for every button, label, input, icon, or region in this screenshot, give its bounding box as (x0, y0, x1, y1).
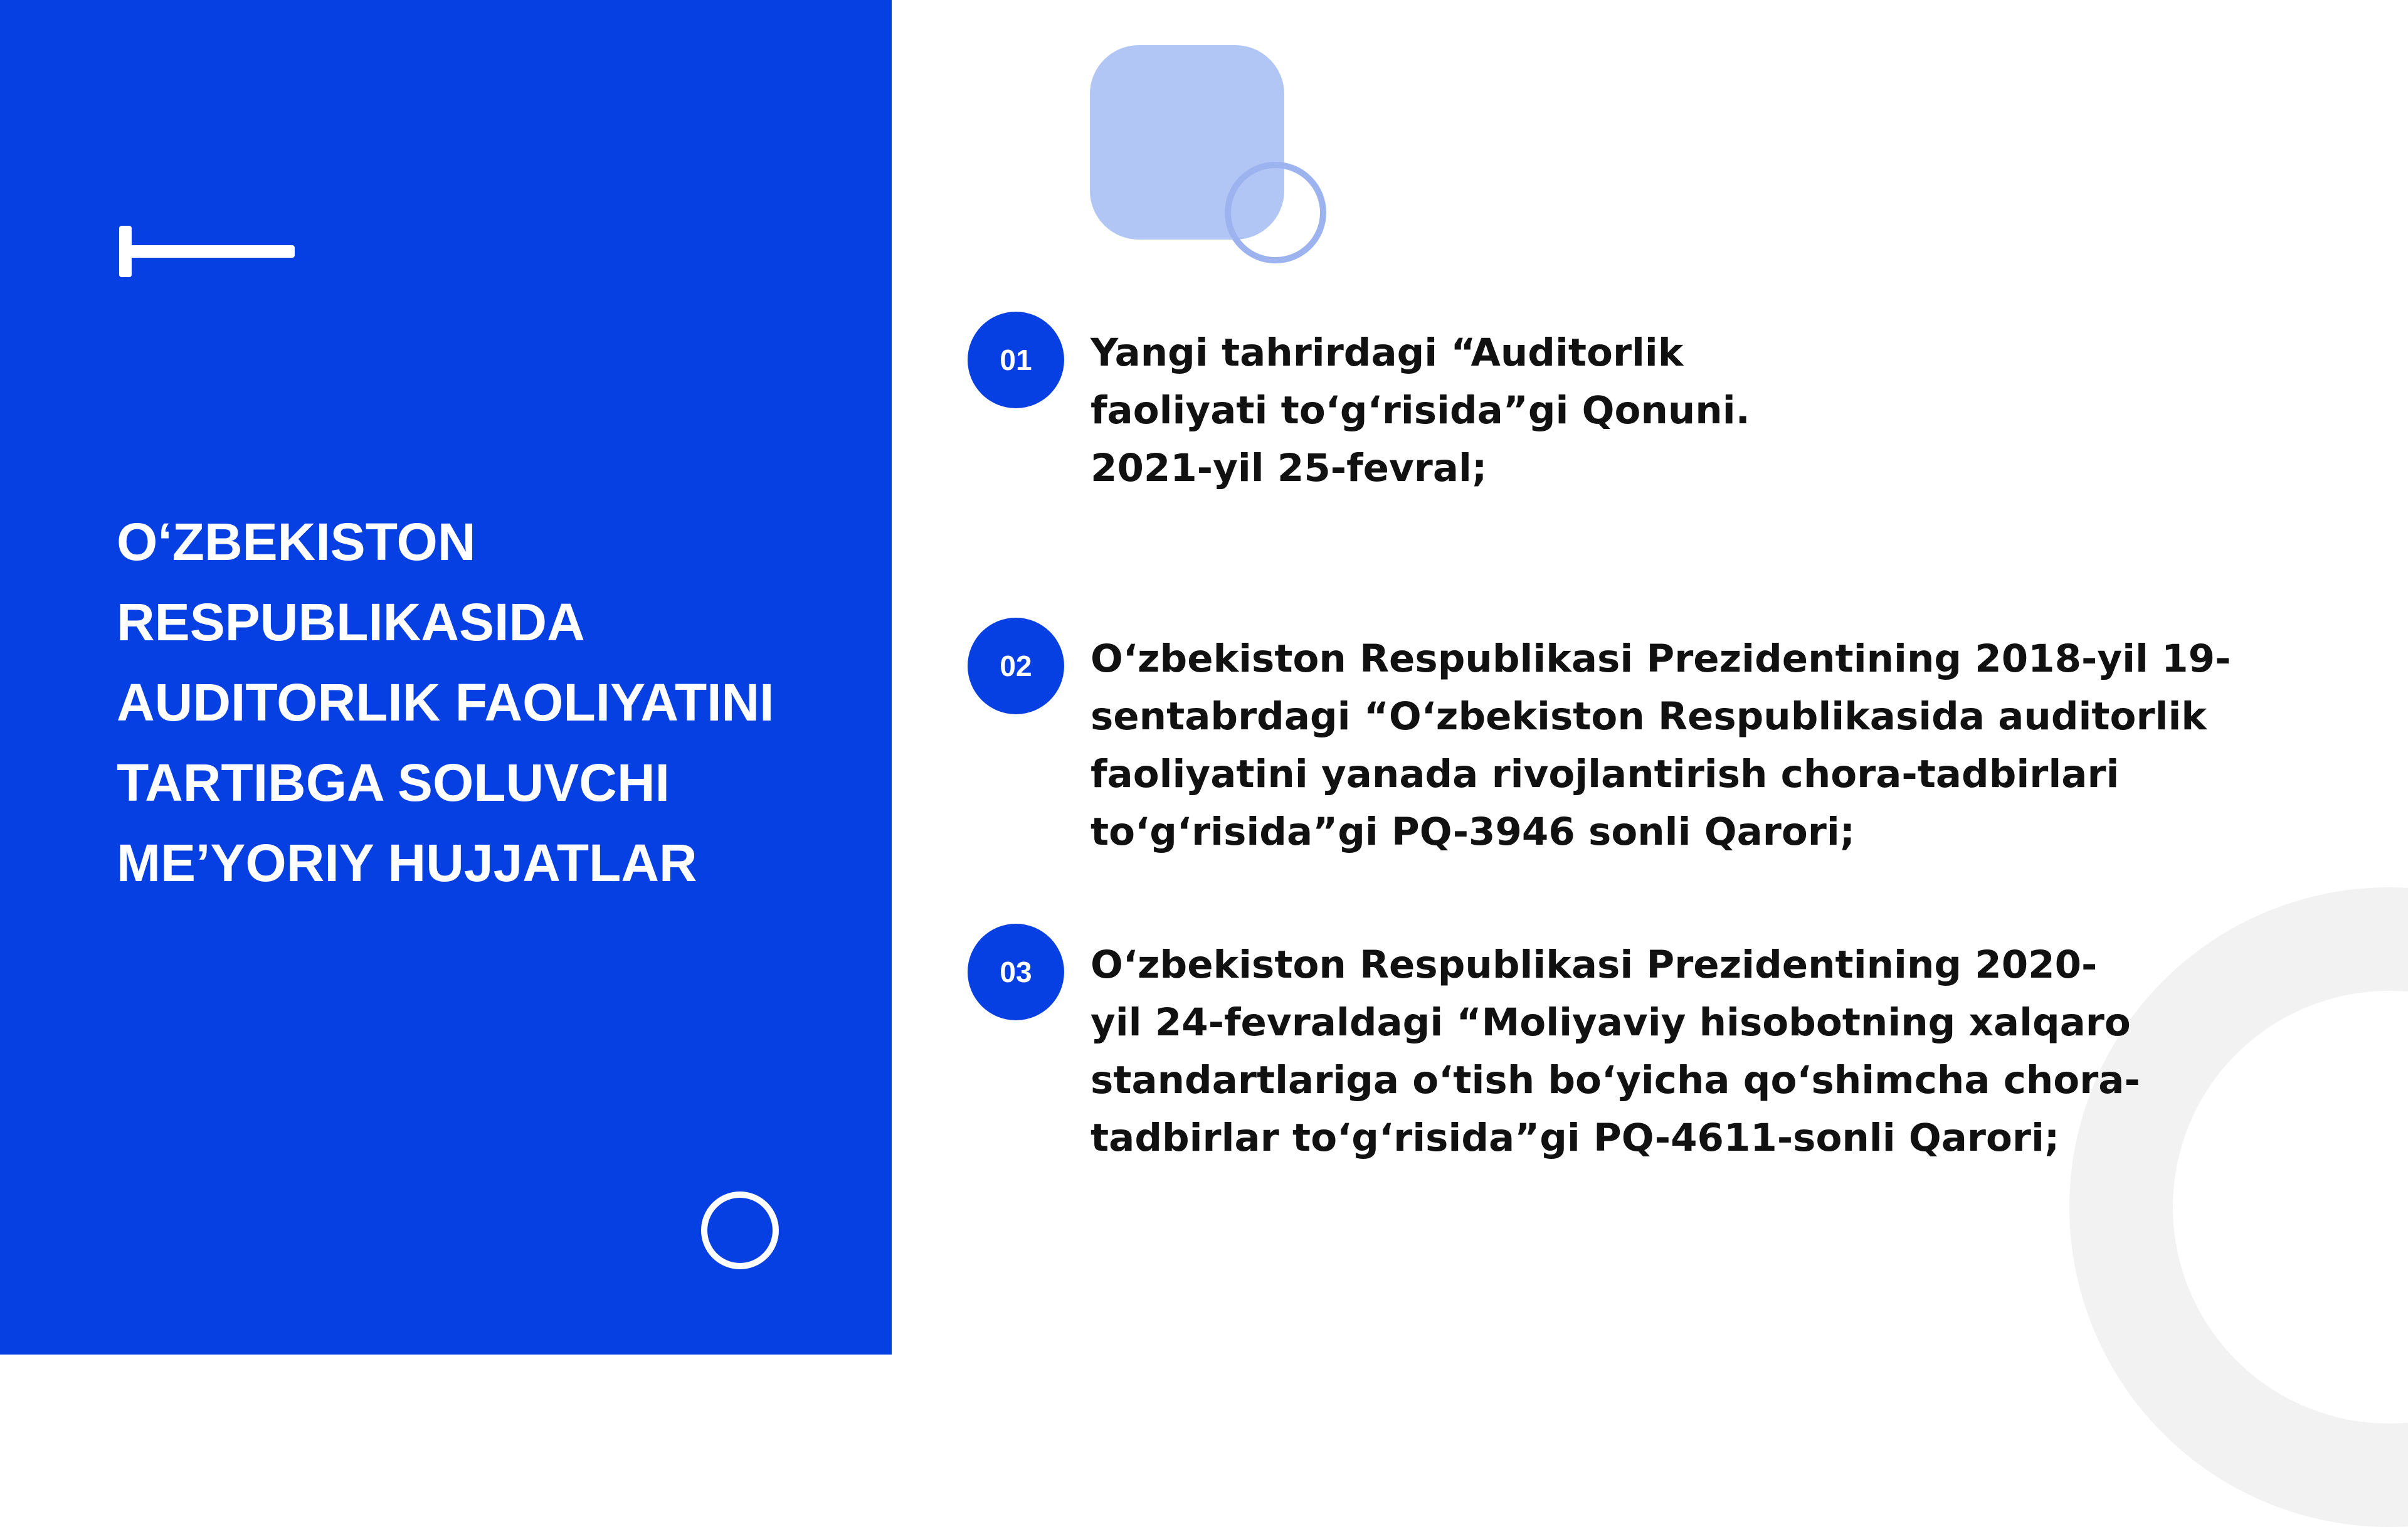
item-text (1090, 936, 2269, 1167)
item-text-line: to‘g‘risida”gi PQ-3946 sonli Qarori; (1090, 810, 1856, 854)
circle-outline-icon (701, 1191, 779, 1269)
item-text-line: faoliyatini yanada rivojlantirish chora-tadbirlari (1090, 752, 2120, 796)
item-text-line: faoliyati to‘g‘risida”gi Qonuni. (1090, 388, 1750, 433)
item-text-line: standartlariga o‘tish bo‘yicha qo‘shimcha chora- (1090, 1058, 2140, 1102)
item-text-line: O‘zbekiston Respublikasi Prezidentining 2018-yil 19- (1090, 637, 2231, 681)
left-panel (0, 0, 892, 1355)
bar-line-icon (119, 226, 295, 277)
title-line: TARTIBGA SOLUVCHI (117, 753, 670, 812)
item-text-line: yil 24-fevraldagi “Moliyaviy hisobotning xalqaro (1090, 1000, 2131, 1045)
item-text-line: sentabrdagi “O‘zbekiston Respublikasida auditorlik (1090, 694, 2207, 739)
item-text (1090, 324, 2269, 497)
item-text-line: Yangi tahrirdagi “Auditorlik (1090, 330, 1684, 375)
page-title (117, 502, 857, 903)
item-number-badge: 02 (968, 618, 1064, 714)
title-line: AUDITORLIK FAOLIYATINI (117, 673, 774, 732)
title-line: RESPUBLIKASIDA (117, 593, 585, 652)
item-text-line: 2021-yil 25-fevral; (1090, 446, 1487, 490)
title-line: ME’YORIY HUJJATLAR (117, 833, 697, 892)
item-number-badge: 01 (968, 312, 1064, 408)
bar-line-horizontal (119, 245, 295, 258)
item-number-badge: 03 (968, 924, 1064, 1020)
item-text (1090, 630, 2269, 861)
item-text-line: tadbirlar to‘g‘risida”gi PQ-4611-sonli Qarori; (1090, 1116, 2060, 1160)
ring-decoration (1225, 162, 1326, 263)
title-line: O‘ZBEKISTON (117, 512, 476, 571)
item-text-line: O‘zbekiston Respublikasi Prezidentining 2020- (1090, 943, 2098, 987)
